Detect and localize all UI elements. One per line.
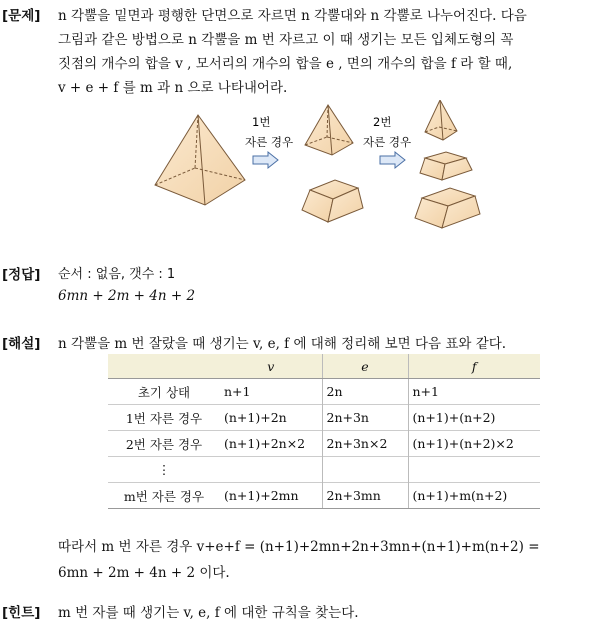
solution-conclusion-1: 따라서 m 번 자른 경우 v+e+f = (n+1)+2mn+2n+3mn+(n+1)+m(n+2) = xyxy=(58,539,540,555)
problem-line-2: 그림과 같은 방법으로 n 각뿔을 m 번 자르고 이 때 생기는 모든 입체도형의 꼭 xyxy=(58,32,514,48)
table-header-v: v xyxy=(220,354,322,379)
table-row-label: 1번 자른 경우 xyxy=(108,405,220,431)
frustum-piece-bottom xyxy=(415,188,480,228)
answer-order-count: 순서 : 없음, 갯수 : 1 xyxy=(58,267,176,282)
solution-tag: [해설] xyxy=(2,336,41,352)
table-cell: (n+1)+(n+2)×2 xyxy=(408,431,540,457)
hint-text: m 번 자를 때 생기는 v, e, f 에 대한 규칙을 찾는다. xyxy=(58,605,359,621)
pyramid-cut-figure xyxy=(150,100,590,235)
pyramid-top-piece xyxy=(305,105,353,155)
frustum-piece-middle xyxy=(420,152,472,180)
table-cell: 2n+3mn xyxy=(322,483,408,509)
answer-expression: 6mn + 2m + 4n + 2 xyxy=(58,288,196,304)
pyramid-whole xyxy=(155,115,245,205)
fig-label-1b: 자른 경우 xyxy=(245,135,294,149)
pyramid-top-piece-2 xyxy=(425,100,457,140)
hint-tag: [힌트] xyxy=(2,605,41,621)
table-cell: n+1 xyxy=(412,384,439,399)
table-row xyxy=(108,379,540,405)
table-cell: (n+1)+(n+2) xyxy=(408,405,540,431)
table-row-label: m번 자른 경우 xyxy=(108,483,220,509)
table-cell: (n+1)+2mn xyxy=(220,483,322,509)
solution-conclusion-2: 6mn + 2m + 4n + 2 이다. xyxy=(58,565,230,581)
table-header-e: e xyxy=(322,354,408,379)
pyramid-figure-svg xyxy=(150,100,590,235)
table-header-row xyxy=(108,354,540,379)
arrow-icon-1 xyxy=(253,152,278,168)
problem-line-4: v + e + f 를 m 과 n 으로 나타내어라. xyxy=(58,80,288,96)
table-row xyxy=(108,457,540,483)
table-header-blank xyxy=(108,354,220,379)
arrow-icon-2 xyxy=(380,152,405,168)
table-row-label: 2번 자른 경우 xyxy=(108,431,220,457)
fig-label-2a: 2번 xyxy=(373,115,392,129)
table-row-label: ⋮ xyxy=(108,457,220,483)
table-cell: (n+1)+2n xyxy=(220,405,322,431)
table-cell: n+1 xyxy=(224,384,251,399)
table-cell xyxy=(220,457,322,483)
fig-label-1a: 1번 xyxy=(252,115,271,129)
table-cell xyxy=(408,457,540,483)
problem-tag: [문제] xyxy=(2,8,41,24)
solution-table xyxy=(108,354,540,509)
table-row xyxy=(108,405,540,431)
table-cell: (n+1)+m(n+2) xyxy=(408,483,540,509)
problem-line-3: 짓점의 개수의 합을 v , 모서리의 개수의 합을 e , 면의 개수의 합을 f 라 할 때, xyxy=(58,56,513,72)
table-row xyxy=(108,431,540,457)
fig-label-2b: 자른 경우 xyxy=(363,135,412,149)
table-row xyxy=(108,483,540,509)
table-cell: 2n+3n xyxy=(322,405,408,431)
table-cell: 2n+3n×2 xyxy=(322,431,408,457)
solution-intro: n 각뿔을 m 번 잘랐을 때 생기는 v, e, f 에 대해 정리해 보면 다음 표와 같다. xyxy=(58,336,507,352)
table-cell: 2n xyxy=(322,379,408,405)
frustum-piece xyxy=(302,180,363,222)
answer-tag: [정답] xyxy=(2,267,41,283)
table-cell xyxy=(322,457,408,483)
table-header-f: f xyxy=(408,354,540,379)
table-row-label: 초기 상태 xyxy=(137,384,191,400)
table-cell: (n+1)+2n×2 xyxy=(220,431,322,457)
problem-line-1: n 각뿔을 밑면과 평행한 단면으로 자르면 n 각뿔대와 n 각뿔로 나누어진다. 다음 xyxy=(58,8,527,24)
